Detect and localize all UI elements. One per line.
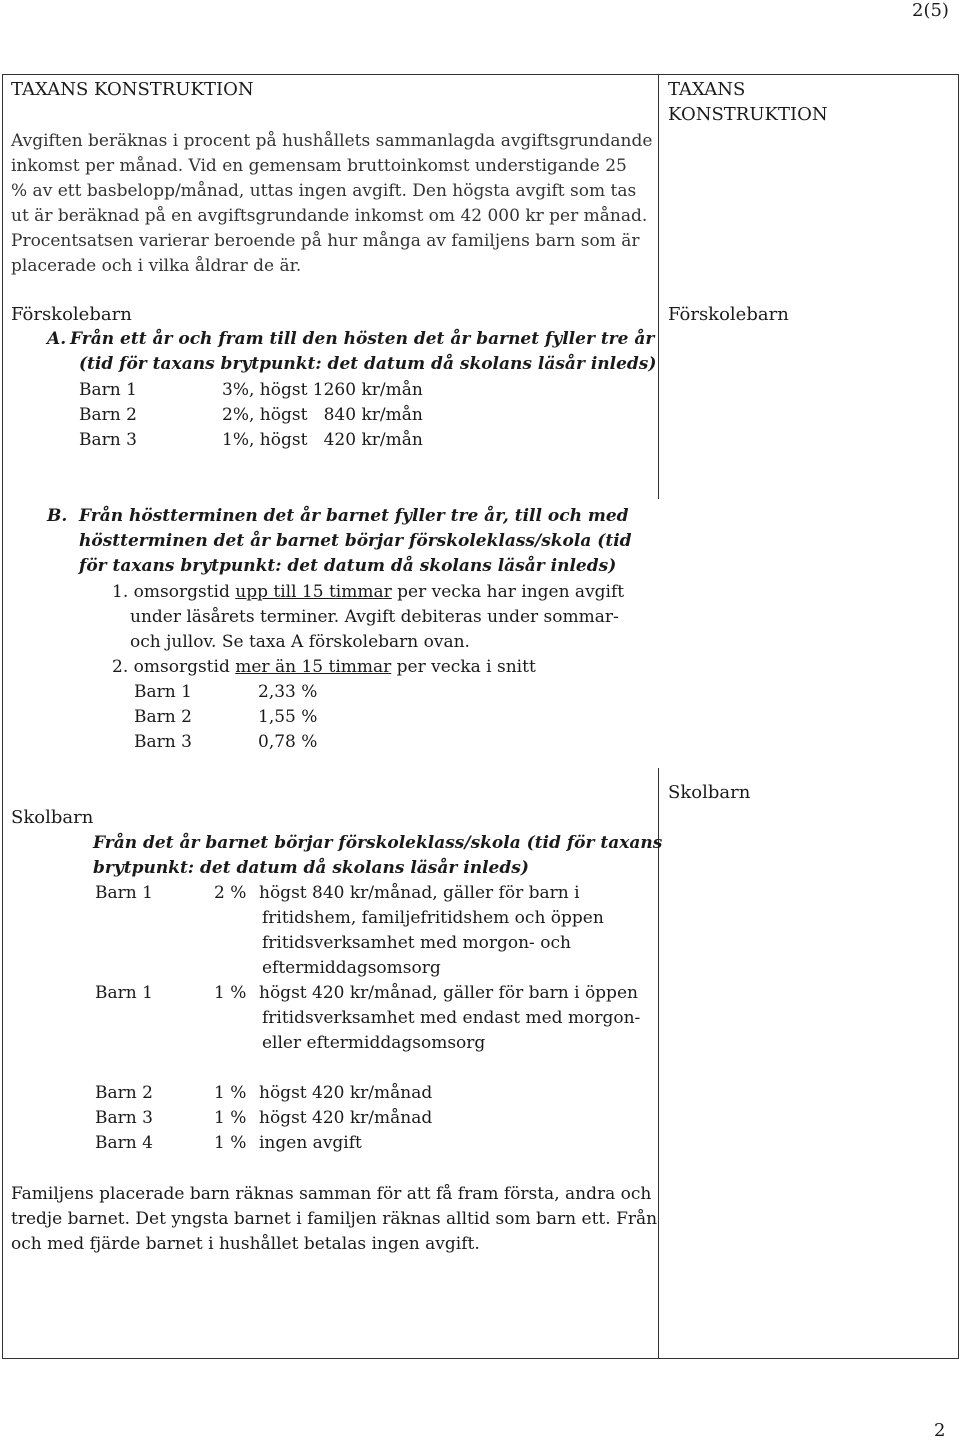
section-a-rate: 1%, högst 420 kr/mån: [222, 430, 423, 450]
margin-forskolebarn: Förskolebarn: [668, 304, 789, 325]
closing-line: Familjens placerade barn räknas samman för att få fram första, andra och: [11, 1184, 652, 1204]
skolbarn-text: fritidsverksamhet med morgon- och: [262, 933, 571, 953]
item-text: omsorgstid: [128, 657, 236, 677]
section-a-rate: 2%, högst 840 kr/mån: [222, 405, 423, 425]
closing-line: och med fjärde barnet i hushållet betalas ingen avgift.: [11, 1234, 480, 1254]
item-underlined: mer än 15 timmar: [235, 657, 392, 677]
skolbarn-text: fritidsverksamhet med endast med morgon-: [262, 1008, 641, 1028]
page-number: 2: [934, 1420, 946, 1441]
skolbarn-line: brytpunkt: det datum då skolans läsår inleds): [93, 858, 529, 878]
skolbarn-text: eftermiddagsomsorg: [262, 958, 441, 978]
section-a-rate: 3%, högst 1260 kr/mån: [222, 380, 423, 400]
item-text: omsorgstid: [128, 582, 236, 602]
skolbarn-text: högst 420 kr/månad: [259, 1083, 433, 1103]
skolbarn-pct: 1 %: [214, 1133, 247, 1153]
section-a-line: Från ett år och fram till den hösten det år barnet fyller tre år: [70, 329, 655, 349]
forskolebarn-heading: Förskolebarn: [11, 304, 132, 325]
section-b-item-1-cont: och jullov. Se taxa A förskolebarn ovan.: [130, 632, 470, 652]
column-divider-top: [658, 74, 659, 499]
skolbarn-child: Barn 1: [95, 983, 153, 1003]
skolbarn-text: högst 420 kr/månad, gäller för barn i öppen: [259, 983, 638, 1003]
margin-title: TAXANS: [668, 79, 746, 100]
section-b-line: höstterminen det år barnet börjar förskoleklass/skola (tid: [79, 531, 632, 551]
skolbarn-pct: 1 %: [214, 1108, 247, 1128]
skolbarn-pct: 2 %: [214, 883, 247, 903]
item-text: per vecka har ingen avgift: [391, 582, 625, 602]
intro-line: inkomst per månad. Vid en gemensam bruttoinkomst understigande 25: [11, 156, 627, 176]
skolbarn-line: Från det år barnet börjar förskoleklass/skola (tid för taxans: [93, 833, 663, 853]
section-b-rate: 0,78 %: [258, 732, 318, 752]
margin-title: KONSTRUKTION: [668, 104, 828, 125]
section-a-child: Barn 2: [79, 405, 137, 425]
skolbarn-child: Barn 3: [95, 1108, 153, 1128]
skolbarn-text: högst 420 kr/månad: [259, 1108, 433, 1128]
section-b-child: Barn 3: [134, 732, 192, 752]
column-divider-bottom: [658, 768, 659, 1359]
closing-line: tredje barnet. Det yngsta barnet i familjen räknas alltid som barn ett. Från: [11, 1209, 658, 1229]
skolbarn-text: fritidshem, familjefritidshem och öppen: [262, 908, 604, 928]
intro-line: ut är beräknad på en avgiftsgrundande inkomst om 42 000 kr per månad.: [11, 206, 648, 226]
section-b-item-1: [112, 582, 624, 602]
section-b-rate: 1,55 %: [258, 707, 318, 727]
item-text: per vecka i snitt: [391, 657, 536, 677]
intro-line: % av ett basbelopp/månad, uttas ingen avgift. Den högsta avgift som tas: [11, 181, 637, 201]
section-a-child: Barn 3: [79, 430, 137, 450]
skolbarn-pct: 1 %: [214, 1083, 247, 1103]
skolbarn-child: Barn 2: [95, 1083, 153, 1103]
section-b-label: B.: [47, 506, 68, 526]
section-b-line: för taxans brytpunkt: det datum då skolans läsår inleds): [79, 556, 617, 576]
section-b-item-2: [112, 657, 536, 677]
section-b-rate: 2,33 %: [258, 682, 318, 702]
intro-line: placerade och i vilka åldrar de är.: [11, 256, 302, 276]
section-b-item-1-cont: under läsårets terminer. Avgift debiteras under sommar-: [130, 607, 619, 627]
skolbarn-child: Barn 1: [95, 883, 153, 903]
item-number: 1.: [112, 582, 129, 602]
section-b-child: Barn 2: [134, 707, 192, 727]
intro-line: Procentsatsen varierar beroende på hur många av familjens barn som är: [11, 231, 640, 251]
item-number: 2.: [112, 657, 129, 677]
section-a-line: (tid för taxans brytpunkt: det datum då skolans läsår inleds): [79, 354, 657, 374]
skolbarn-heading: Skolbarn: [11, 807, 94, 828]
main-title: TAXANS KONSTRUKTION: [11, 79, 254, 100]
skolbarn-pct: 1 %: [214, 983, 247, 1003]
section-b-child: Barn 1: [134, 682, 192, 702]
intro-line: Avgiften beräknas i procent på hushållets sammanlagda avgiftsgrundande: [11, 131, 653, 151]
skolbarn-text: eller eftermiddagsomsorg: [262, 1033, 486, 1053]
margin-skolbarn: Skolbarn: [668, 782, 751, 803]
page-label: 2(5): [912, 0, 949, 21]
section-a-child: Barn 1: [79, 380, 137, 400]
section-b-line: Från höstterminen det år barnet fyller tre år, till och med: [79, 506, 629, 526]
item-underlined: upp till 15 timmar: [235, 582, 392, 602]
skolbarn-child: Barn 4: [95, 1133, 153, 1153]
skolbarn-text: högst 840 kr/månad, gäller för barn i: [259, 883, 580, 903]
section-a-label: A.: [47, 329, 67, 349]
skolbarn-text: ingen avgift: [259, 1133, 362, 1153]
